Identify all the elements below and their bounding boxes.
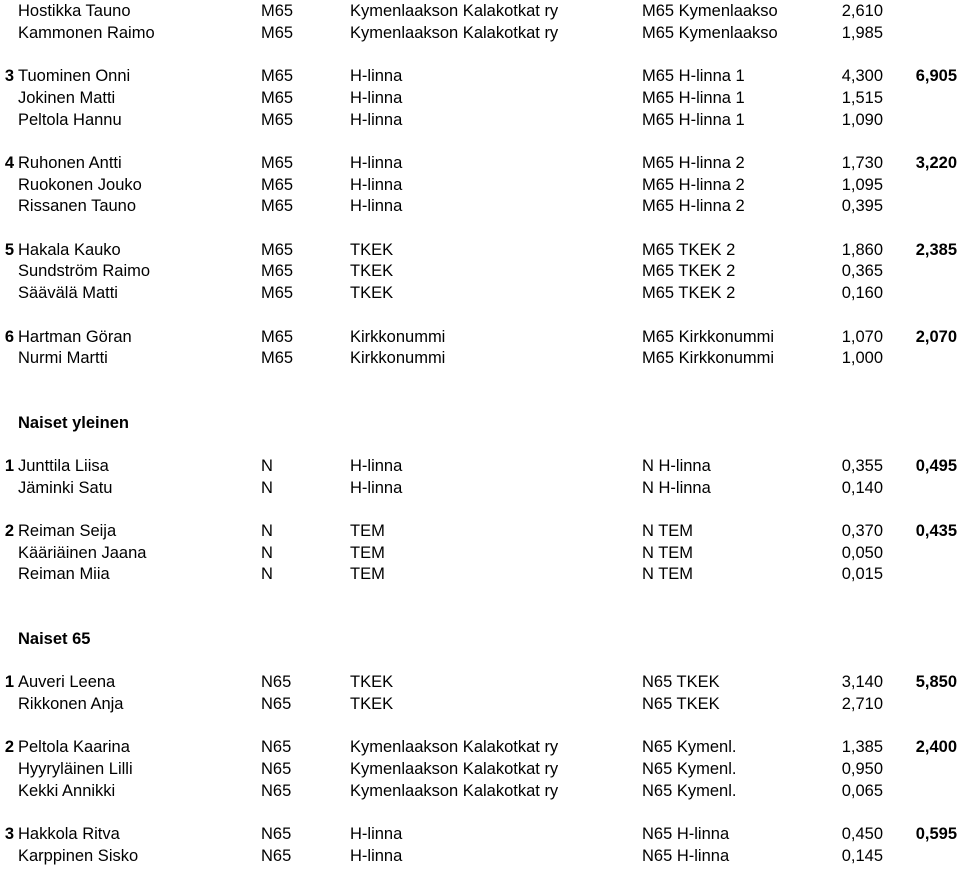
name-cell: Kammonen Raimo xyxy=(18,23,155,42)
team-total-cell: 3,220 xyxy=(915,153,957,172)
score-cell: 0,370 xyxy=(841,522,883,540)
class-cell: M65 xyxy=(261,327,294,346)
club-cell: Kymenlaakson Kalakotkat ry xyxy=(350,759,559,778)
team-cell: M65 Kymenlaakso xyxy=(642,2,778,20)
name-cell: Peltola Kaarina xyxy=(18,738,130,757)
class-cell: M65 xyxy=(261,153,294,172)
name-cell: Kääriäinen Jaana xyxy=(18,543,147,562)
rank-cell: 2 xyxy=(4,738,14,757)
result-row xyxy=(0,195,960,217)
class-cell: M65 xyxy=(261,349,294,368)
team-total-cell: 0,435 xyxy=(915,522,957,540)
club-cell: H-linna xyxy=(350,825,403,843)
result-row xyxy=(0,22,960,44)
score-cell: 0,145 xyxy=(841,846,883,865)
class-cell: N65 xyxy=(261,738,292,757)
club-cell: TKEK xyxy=(350,694,394,713)
class-cell: N65 xyxy=(261,759,292,778)
team-cell: N65 H-linna xyxy=(642,846,730,865)
class-cell: N xyxy=(261,543,273,562)
class-cell: M65 xyxy=(261,240,294,259)
class-cell: M65 xyxy=(261,175,294,194)
score-cell: 2,610 xyxy=(841,2,883,20)
rank-cell: 3 xyxy=(4,825,14,843)
team-cell: M65 TKEK 2 xyxy=(642,240,736,259)
score-cell: 1,860 xyxy=(841,240,883,259)
team-total-cell: 2,385 xyxy=(915,240,957,259)
team-total-cell: 0,495 xyxy=(915,456,957,475)
rank-cell: 2 xyxy=(4,522,14,540)
club-cell: H-linna xyxy=(350,110,403,129)
class-cell: M65 xyxy=(261,88,294,107)
team-cell: M65 Kirkkonummi xyxy=(642,349,775,368)
score-cell: 1,985 xyxy=(841,23,883,42)
name-cell: Jokinen Matti xyxy=(18,88,116,107)
club-cell: H-linna xyxy=(350,67,403,86)
result-row xyxy=(0,109,960,131)
score-cell: 0,160 xyxy=(841,284,883,303)
result-row xyxy=(0,239,960,261)
class-cell: N65 xyxy=(261,673,292,692)
score-cell: 1,385 xyxy=(841,738,883,757)
team-total-cell: 2,400 xyxy=(915,738,957,757)
team-total-cell: 5,850 xyxy=(915,673,957,692)
score-cell: 0,365 xyxy=(841,262,883,281)
club-cell: Kymenlaakson Kalakotkat ry xyxy=(350,738,559,757)
name-cell: Jäminki Satu xyxy=(18,478,113,497)
name-cell: Reiman Seija xyxy=(18,522,117,540)
name-cell: Ruokonen Jouko xyxy=(18,175,142,194)
name-cell: Ruhonen Antti xyxy=(18,153,122,172)
club-cell: H-linna xyxy=(350,197,403,216)
name-cell: Hostikka Tauno xyxy=(18,2,131,20)
class-cell: M65 xyxy=(261,67,294,86)
class-cell: N xyxy=(261,456,273,475)
class-cell: N65 xyxy=(261,781,292,800)
club-cell: H-linna xyxy=(350,88,403,107)
score-cell: 1,095 xyxy=(841,175,883,194)
name-cell: Nurmi Martti xyxy=(18,349,108,368)
club-cell: TKEK xyxy=(350,284,394,303)
name-cell: Karppinen Sisko xyxy=(18,846,139,865)
class-cell: M65 xyxy=(261,197,294,216)
name-cell: Auveri Leena xyxy=(18,673,116,692)
score-cell: 2,710 xyxy=(841,694,883,713)
score-cell: 1,070 xyxy=(841,327,883,346)
rank-cell: 5 xyxy=(4,240,14,259)
name-cell: Sundström Raimo xyxy=(18,262,151,281)
team-cell: N65 H-linna xyxy=(642,825,730,843)
name-cell: Hyyryläinen Lilli xyxy=(18,759,133,778)
club-cell: H-linna xyxy=(350,456,403,475)
team-total-cell: 2,070 xyxy=(915,327,957,346)
score-cell: 0,355 xyxy=(841,456,883,475)
team-cell: M65 H-linna 1 xyxy=(642,110,745,129)
name-cell: Rissanen Tauno xyxy=(18,197,137,216)
result-row xyxy=(0,152,960,174)
result-row xyxy=(0,693,960,715)
class-cell: N65 xyxy=(261,694,292,713)
result-row xyxy=(0,671,960,693)
result-row xyxy=(0,520,960,542)
rank-cell: 4 xyxy=(4,153,14,172)
rank-cell: 6 xyxy=(4,327,14,346)
class-cell: M65 xyxy=(261,284,294,303)
result-row xyxy=(0,347,960,369)
club-cell: H-linna xyxy=(350,153,403,172)
result-row xyxy=(0,736,960,758)
club-cell: Kymenlaakson Kalakotkat ry xyxy=(350,2,559,20)
score-cell: 0,140 xyxy=(841,478,883,497)
team-cell: N TEM xyxy=(642,522,694,540)
result-row xyxy=(0,563,960,585)
club-cell: H-linna xyxy=(350,478,403,497)
team-cell: M65 TKEK 2 xyxy=(642,262,736,281)
team-cell: N H-linna xyxy=(642,478,711,497)
result-row xyxy=(0,65,960,87)
score-cell: 1,000 xyxy=(841,349,883,368)
team-cell: N65 TKEK xyxy=(642,694,720,713)
result-row xyxy=(0,845,960,867)
team-cell: N TEM xyxy=(642,543,694,562)
score-cell: 0,450 xyxy=(841,825,883,843)
team-cell: M65 H-linna 1 xyxy=(642,67,745,86)
name-cell: Rikkonen Anja xyxy=(18,694,124,713)
club-cell: Kirkkonummi xyxy=(350,349,446,368)
class-cell: N xyxy=(261,565,273,584)
team-total-cell: 6,905 xyxy=(915,67,957,86)
name-cell: Hakkola Ritva xyxy=(18,825,120,843)
score-cell: 0,950 xyxy=(841,759,883,778)
name-cell: Hakala Kauko xyxy=(18,240,121,259)
name-cell: Peltola Hannu xyxy=(18,110,122,129)
class-cell: M65 xyxy=(261,110,294,129)
class-cell: N xyxy=(261,522,273,540)
score-cell: 1,090 xyxy=(841,110,883,129)
club-cell: Kirkkonummi xyxy=(350,327,446,346)
team-cell: N TEM xyxy=(642,565,694,584)
club-cell: TEM xyxy=(350,543,385,562)
team-cell: M65 Kirkkonummi xyxy=(642,327,775,346)
team-total-cell: 0,595 xyxy=(915,825,957,843)
team-cell: M65 TKEK 2 xyxy=(642,284,736,303)
score-cell: 3,140 xyxy=(841,673,883,692)
score-cell: 0,395 xyxy=(841,197,883,216)
club-cell: TKEK xyxy=(350,262,394,281)
team-cell: N65 Kymenl. xyxy=(642,738,737,757)
rank-cell: 1 xyxy=(4,456,14,475)
club-cell: H-linna xyxy=(350,175,403,194)
name-cell: Junttila Liisa xyxy=(18,456,109,475)
team-cell: N65 TKEK xyxy=(642,673,720,692)
section-heading: Naiset 65 xyxy=(18,630,91,649)
class-cell: N xyxy=(261,478,273,497)
team-cell: M65 H-linna 2 xyxy=(642,153,745,172)
team-cell: M65 H-linna 2 xyxy=(642,175,745,194)
team-cell: M65 H-linna 1 xyxy=(642,88,745,107)
score-cell: 0,050 xyxy=(841,543,883,562)
score-cell: 1,515 xyxy=(841,88,883,107)
result-row xyxy=(0,477,960,499)
club-cell: Kymenlaakson Kalakotkat ry xyxy=(350,23,559,42)
class-cell: M65 xyxy=(261,262,294,281)
rank-cell: 3 xyxy=(4,67,14,86)
class-cell: N65 xyxy=(261,846,292,865)
club-cell: TKEK xyxy=(350,240,394,259)
club-cell: TKEK xyxy=(350,673,394,692)
result-row xyxy=(0,823,960,845)
section-heading: Naiset yleinen xyxy=(18,413,129,432)
class-cell: N65 xyxy=(261,825,292,843)
team-cell: M65 Kymenlaakso xyxy=(642,23,778,42)
result-row xyxy=(0,455,960,477)
name-cell: Hartman Göran xyxy=(18,327,132,346)
club-cell: Kymenlaakson Kalakotkat ry xyxy=(350,781,559,800)
club-cell: TEM xyxy=(350,565,385,584)
result-row xyxy=(0,0,960,22)
rank-cell: 1 xyxy=(4,673,14,692)
result-row xyxy=(0,282,960,304)
score-cell: 0,065 xyxy=(841,781,883,800)
result-row xyxy=(0,542,960,564)
name-cell: Reiman Miia xyxy=(18,565,110,584)
result-row xyxy=(0,326,960,348)
result-row xyxy=(0,174,960,196)
result-row xyxy=(0,87,960,109)
name-cell: Kekki Annikki xyxy=(18,781,116,800)
class-cell: M65 xyxy=(261,23,294,42)
result-row xyxy=(0,780,960,802)
score-cell: 1,730 xyxy=(841,153,883,172)
team-cell: N H-linna xyxy=(642,456,711,475)
score-cell: 0,015 xyxy=(841,565,883,584)
club-cell: H-linna xyxy=(350,846,403,865)
name-cell: Tuominen Onni xyxy=(18,67,131,86)
class-cell: M65 xyxy=(261,2,294,20)
team-cell: N65 Kymenl. xyxy=(642,759,737,778)
team-cell: N65 Kymenl. xyxy=(642,781,737,800)
result-row xyxy=(0,758,960,780)
name-cell: Säävälä Matti xyxy=(18,284,118,303)
club-cell: TEM xyxy=(350,522,385,540)
team-cell: M65 H-linna 2 xyxy=(642,197,745,216)
score-cell: 4,300 xyxy=(841,67,883,86)
result-row xyxy=(0,260,960,282)
